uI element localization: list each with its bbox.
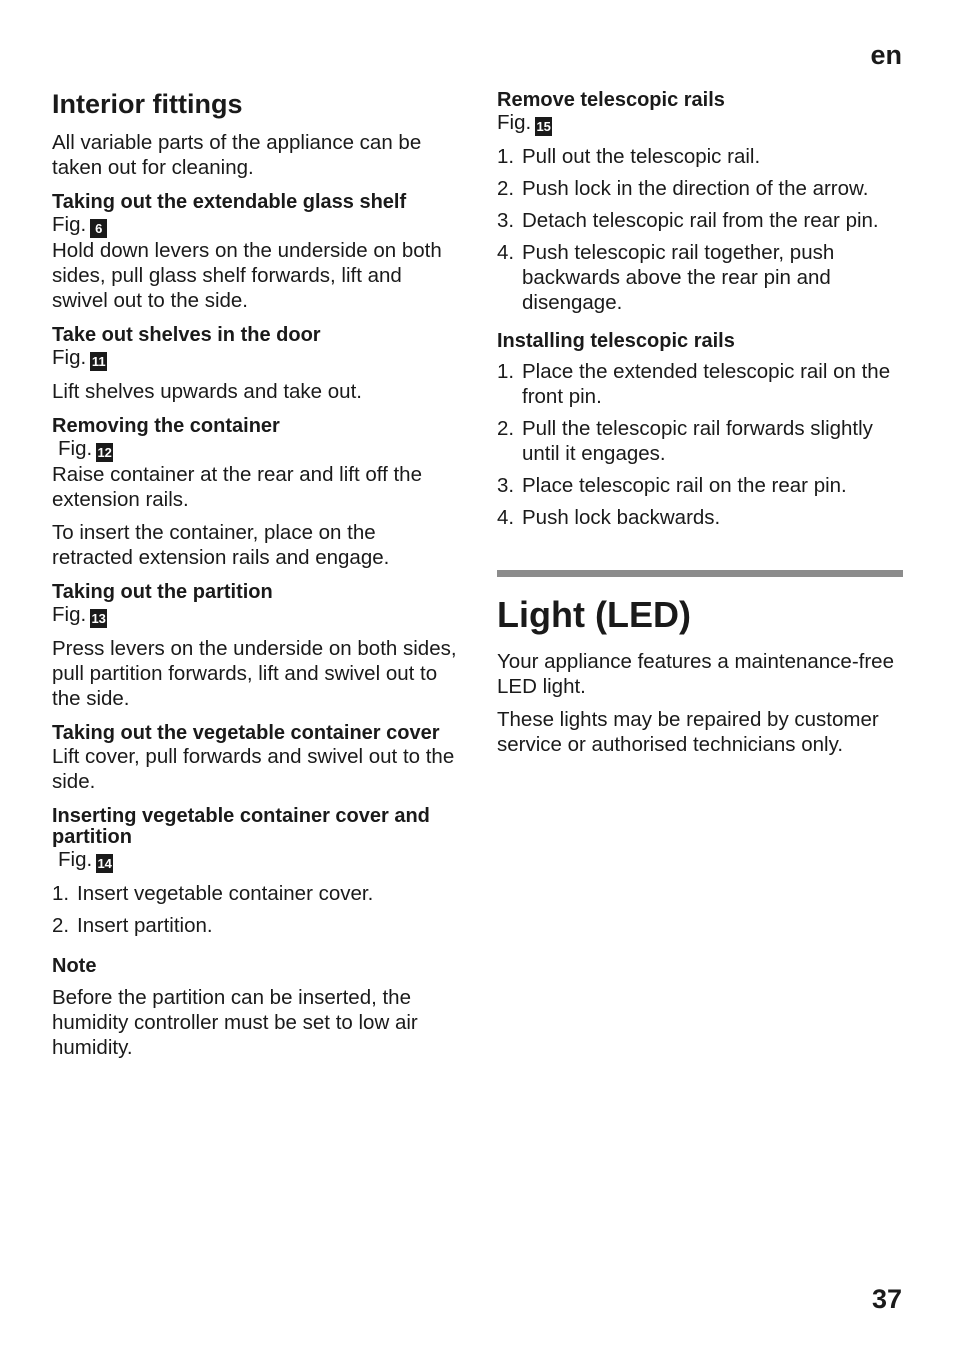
fig-ref-door-shelves: Fig. 11 [52,346,106,370]
heading-install-rails: Installing telescopic rails [497,330,735,352]
list-item: 1. Place the extended telescopic rail on the front pin. [497,360,891,408]
list-item: 1. Pull out the telescopic rail. [497,145,761,168]
text-note: Before the partition can be inserted, the humidity controller must be set to low air humidity. [52,986,418,1060]
figure-number-icon: 11 [91,354,106,370]
section-title-interior-fittings: Interior fittings [52,89,243,119]
figure-number-icon: 13 [91,611,106,627]
steps-insert-cover [52,881,462,938]
steps-install-rails [497,359,903,530]
language-code: en [870,40,902,70]
list-item: 2. Insert partition. [52,914,213,938]
heading-glass-shelf: Taking out the extendable glass shelf [52,191,407,214]
right-column [497,90,903,757]
text-glass-shelf: Hold down levers on the underside on both sides, pull glass shelf forwards, lift and swivel out to the side. [52,239,442,313]
heading-insert-cover: Inserting vegetable container cover and partition [52,805,430,849]
list-item: 2. Pull the telescopic rail forwards slightly until it engages. [497,417,873,465]
fig-ref-remove-rails: Fig. 15 [497,111,551,134]
list-item: 3. Detach telescopic rail from the rear pin. [497,209,879,232]
fig-ref-glass-shelf: Fig. 6 [52,213,462,238]
list-item: 2. Push lock in the direction of the arrow. [497,177,869,200]
figure-number-icon: 12 [97,445,112,461]
list-item: 1. Insert vegetable container cover. [52,882,374,906]
text-door-shelves: Lift shelves upwards and take out. [52,380,362,404]
heading-remove-rails: Remove telescopic rails [497,89,725,111]
list-item: 4. Push lock backwards. [497,506,721,529]
figure-number-icon: 15 [536,119,551,134]
heading-veg-cover: Taking out the vegetable container cover [52,722,440,745]
fig-ref-insert-cover: Fig. 14 [58,848,112,872]
left-column [52,88,462,1060]
text-container-1: Raise container at the rear and lift off the extension rails. [52,463,422,512]
section-title-light: Light (LED) [497,594,691,635]
fig-ref-partition: Fig. 13 [52,603,106,627]
text-light-1: Your appliance features a maintenance-free LED light. [497,650,894,698]
heading-door-shelves: Take out shelves in the door [52,324,321,347]
heading-partition: Taking out the partition [52,581,273,604]
page-number: 37 [871,1284,902,1314]
figure-number-icon: 14 [97,856,112,872]
text-container-2: To insert the container, place on the retracted extension rails and engage. [52,521,390,570]
text-light-2: These lights may be repaired by customer service or authorised technicians only. [497,708,879,756]
list-item: 3. Place telescopic rail on the rear pin. [497,474,847,497]
intro-text: All variable parts of the appliance can be taken out for cleaning. [52,131,422,180]
text-veg-cover: Lift cover, pull forwards and swivel out to the side. [52,745,455,794]
steps-remove-rails [497,144,903,315]
text-partition: Press levers on the underside on both sides, pull partition forwards, lift and swivel out to the side. [52,637,457,711]
section-divider [497,570,903,577]
heading-note: Note [52,955,97,978]
figure-number-icon: 6 [90,219,107,238]
heading-container: Removing the container [52,415,280,438]
fig-ref-container: Fig. 12 [58,437,112,461]
list-item: 4. Push telescopic rail together, push backwards above the rear pin and disengage. [497,241,835,314]
